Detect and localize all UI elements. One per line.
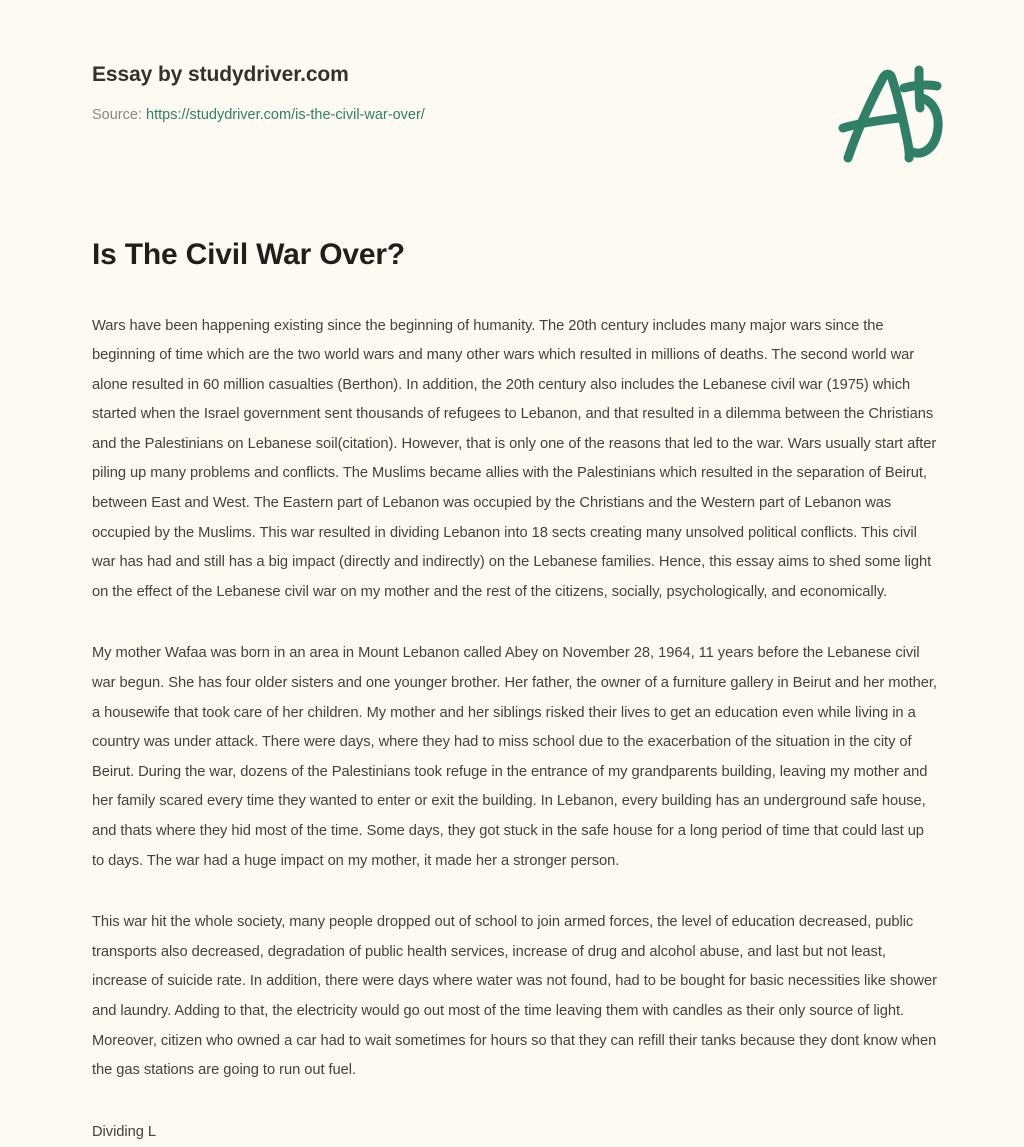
essay-article [92,236,938,1147]
essay-title: Is The Civil War Over? [92,236,938,274]
essay-paragraph: My mother Wafaa was born in an area in Mount Lebanon called Abey on November 28, 1964, 11 years before the Lebanese civil war begun. She has four older sisters and one younger brother. Her father, the owner of a furniture gallery in Beirut and her mother, a housewife that took care of her children. My mother and her siblings risked their lives to get an education even while living in a country was under attack. There were days, where they had to miss school due to the exacerbation of the situation in the city of Beirut. During the war, dozens of the Palestinians took refuge in the entrance of my grandparents building, leaving my mother and her family scared every time they wanted to enter or exit the building. In Lebanon, every building has an underground safe house, and thats where they hid most of the time. Some days, they got stuck in the safe house for a long period of time that could last up to days. The war had a huge impact on my mother, it made her a stronger person. [92,639,938,876]
header-left-block [92,62,425,125]
essay-paragraph: Wars have been happening existing since the beginning of humanity. The 20th century includes many major wars since the beginning of time which are the two world wars and many other wars which resulted in millions of deaths. The second world war alone resulted in 60 million casualties (Berthon). In addition, the 20th century also includes the Lebanese civil war (1975) which started when the Israel government sent thousands of refugees to Lebanon, and that resulted in a dilemma between the Christians and the Palestinians on Lebanese soil(citation). However, that is only one of the reasons that led to the war. Wars usually start after piling up many problems and conflicts. The Muslims became allies with the Palestinians which resulted in the separation of Beirut, between East and West. The Eastern part of Lebanon was occupied by the Christians and the Western part of Lebanon was occupied by the Muslims. This war resulted in dividing Lebanon into 18 sects creating many unsolved political conflicts. This civil war has had and still has a big impact (directly and indirectly) on the Lebanese families. Hence, this essay aims to shed some light on the effect of the Lebanese civil war on my mother and the rest of the citizens, socially, psychologically, and economically. [92,312,938,608]
studydriver-logo[interactable] [836,62,946,166]
source-url-link[interactable]: https://studydriver.com/is-the-civil-war-over/ [146,107,425,123]
a-plus-logo-icon [836,62,946,166]
essay-body [92,312,938,1147]
source-line [92,106,425,125]
essay-paragraph: This war hit the whole society, many people dropped out of school to join armed forces, the level of education decreased, public transports also decreased, degradation of public health services, increase of drug and alcohol abuse, and last but not least, increase of suicide rate. In addition, there were days where water was not found, had to be bought for basic necessities like shower and laundry. Adding to that, the electricity would go out most of the time leaving them with candles as their only source of light. Moreover, citizen who owned a car had to wait sometimes for hours so that they can refill their tanks because they dont know when the gas stations are going to run out fuel. [92,908,938,1086]
essay-paragraph-truncated: Dividing L [92,1118,938,1147]
site-title: Essay by studydriver.com [92,62,425,87]
source-label: Source: [92,107,142,123]
